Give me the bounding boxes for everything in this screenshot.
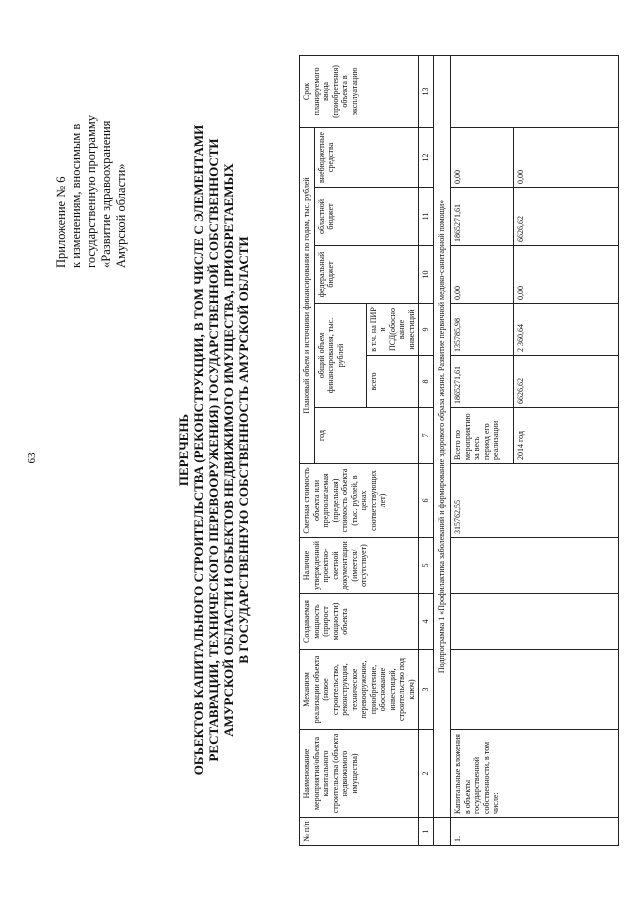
- appendix-line: Амурской области»: [114, 163, 128, 268]
- column-number: 5: [419, 538, 434, 594]
- header-capacity: Создаваемая мощность (прирост мощности) объекта: [300, 594, 419, 650]
- appendix-line: к изменениям, вносимым в: [69, 123, 83, 268]
- subprogram-title: Подпрограмма 1 «Профилактика заболеваний и формирование здорового образа жизни. Развитие первичной медико-санитарной помощи»: [434, 55, 451, 817]
- row-extra: 0,00: [514, 127, 619, 187]
- row-incl: 135785,98: [451, 304, 514, 356]
- column-number: 6: [419, 464, 434, 538]
- row-capacity: [451, 594, 619, 650]
- row-psd: [451, 538, 619, 594]
- column-number: 7: [419, 408, 434, 464]
- row-term: [451, 55, 619, 127]
- title-line: ОБЪЕКТОВ КАПИТАЛЬНОГО СТРОИТЕЛЬСТВА (РЕКОНСТРУКЦИИ, В ТОМ ЧИСЛЕ С ЭЛЕМЕНТАМИ: [191, 124, 206, 776]
- row-year: Всего по мероприятию за весь период его реализации: [451, 408, 514, 464]
- page-number: 63: [26, 452, 38, 464]
- header-year: год: [314, 408, 419, 464]
- column-number: 11: [419, 188, 434, 246]
- row-cost: 315762,55: [451, 464, 619, 538]
- row-regional: 1865271,61: [451, 188, 514, 246]
- header-extra: внебюджетные средства: [314, 127, 419, 187]
- row-extra: 0,00: [451, 127, 514, 187]
- subprogram-spacer: [434, 818, 451, 846]
- header-term: Срок планируемого ввода (приобретения) объекта в эксплуатацию: [300, 55, 419, 127]
- header-cost: Сметная стоимость объекта или предполагаемая (предельная) стоимость объекта (тыс. рублей, в ценах соответствующих лет): [300, 464, 419, 538]
- row-total: 1865271,61: [451, 356, 514, 408]
- row-regional: 6626,62: [514, 188, 619, 246]
- row-federal: 0,00: [514, 246, 619, 304]
- header-regional: областной бюджет: [314, 188, 419, 246]
- title-line: РЕСТАВРАЦИИ, ТЕХНИЧЕСКОГО ПЕРЕВООРУЖЕНИЯ) ГОСУДАРСТВЕННОЙ СОБСТВЕННОСТИ: [206, 138, 221, 762]
- appendix-line: Приложение № 6: [54, 176, 68, 268]
- table-row: [451, 55, 514, 845]
- column-number: 2: [419, 730, 434, 818]
- header-federal: федеральный бюджет: [314, 246, 419, 304]
- header-incl: в т.ч. на ПИР и ПСД(обоснование инвестиций: [366, 304, 419, 356]
- title-line: ПЕРЕЧЕНЬ: [176, 413, 191, 487]
- column-number: 1: [419, 818, 434, 846]
- row-mechanism: [451, 650, 619, 730]
- column-number: 9: [419, 304, 434, 356]
- rotated-page: [44, 40, 604, 860]
- row-name: Капитальные вложения в объекты государственной собственности, в том числе:: [451, 730, 619, 818]
- column-number: 10: [419, 246, 434, 304]
- appendix-line: «Развитие здравоохранения: [99, 120, 113, 268]
- appendix-note: [54, 58, 129, 268]
- appendix-line: государственную программу: [84, 114, 98, 268]
- row-incl: 2 360,64: [514, 304, 619, 356]
- title-line: АМУРСКОЙ ОБЛАСТИ И ОБЪЕКТОВ НЕДВИЖИМОГО ИМУЩЕСТВА, ПРИОБРЕТАЕМЫХ: [221, 163, 236, 737]
- header-mechanism: Механизм реализации объекта (новое строительство, реконструкция, техническое перевооружение, приобретение, обоснование инвестиций, строительство под ключ): [300, 650, 419, 730]
- row-federal: 0,00: [451, 246, 514, 304]
- column-number: 3: [419, 650, 434, 730]
- column-numbers-row: [419, 55, 434, 845]
- subprogram-row: [434, 55, 451, 845]
- header-total: всего: [366, 356, 419, 408]
- header-total-group: общий объем финансирования, тыс. рублей: [314, 304, 366, 408]
- column-number: 8: [419, 356, 434, 408]
- row-year: 2014 год: [514, 408, 619, 464]
- row-number: 1.: [451, 818, 619, 846]
- header-plan: Плановый объем и источники финансирования по годам, тыс. рублей: [300, 127, 315, 463]
- title-line: В ГОСУДАРСТВЕННУЮ СОБСТВЕННОСТЬ АМУРСКОЙ ОБЛАСТИ: [236, 236, 251, 664]
- header-num: № п/п: [300, 818, 419, 846]
- header-psd: Наличие утвержденной проектно-сметной документации (имеется/отсутствует): [300, 538, 419, 594]
- header-row: [300, 55, 315, 845]
- column-number: 12: [419, 127, 434, 187]
- column-number: 13: [419, 55, 434, 127]
- document-title: [176, 40, 251, 860]
- column-number: 4: [419, 594, 434, 650]
- objects-table: [299, 55, 619, 846]
- row-total: 6626,62: [514, 356, 619, 408]
- header-name: Наименование мероприятия/объекта капитального строительства (объекта недвижимого имущества): [300, 730, 419, 818]
